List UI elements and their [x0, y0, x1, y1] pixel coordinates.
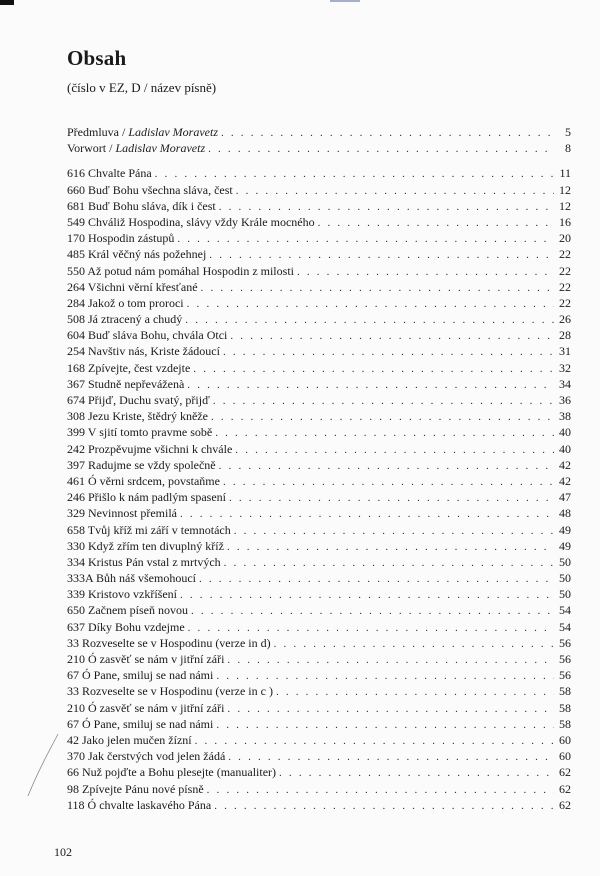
- toc-entry-label: 461 Ó věrni srdcem, povstaňme: [67, 473, 220, 488]
- toc-entry-row: [67, 457, 571, 473]
- toc-entry-label: 330 Když zřím ten divuplný kříž: [67, 538, 224, 553]
- toc-entry-label: 33 Rozveselte se v Hospodinu (verze in c ): [67, 684, 273, 699]
- leader-dots: [209, 247, 554, 263]
- toc-entry-row: [67, 489, 571, 505]
- leader-dots: [230, 328, 554, 344]
- toc-entry-page: 22: [559, 279, 571, 294]
- leader-dots: [235, 442, 554, 458]
- toc-entry-row: [67, 230, 571, 246]
- toc-entry-row: [67, 522, 571, 538]
- toc-entry-row: [67, 683, 571, 699]
- toc-intro-row: [67, 124, 571, 140]
- toc-entry-row: [67, 263, 571, 279]
- toc-entry-row: [67, 716, 571, 732]
- toc-entry-label: 242 Prozpěvujme všichni k chvále: [67, 441, 233, 456]
- leader-dots: [188, 620, 554, 636]
- toc-entry-page: 60: [559, 732, 571, 747]
- leader-dots: [236, 183, 554, 199]
- toc-entry-page: 56: [559, 652, 571, 666]
- toc-entry-page: 26: [559, 312, 571, 327]
- toc-entry-row: [67, 327, 571, 343]
- leader-dots: [318, 215, 554, 231]
- toc-entry-row: [67, 295, 571, 311]
- toc-entry-row: [67, 667, 571, 683]
- leader-dots: [193, 361, 554, 377]
- toc-entry-label: 660 Buď Bohu všechna sláva, čest: [67, 182, 233, 197]
- leader-dots: [219, 199, 554, 215]
- toc-entry-page: 48: [559, 506, 571, 521]
- leader-dots: [155, 166, 554, 182]
- toc-entry-label: 42 Jako jelen mučen žízní: [67, 732, 192, 747]
- toc-entry-label: 284 Jakož o tom proroci: [67, 295, 184, 310]
- toc-entry-label: 67 Ó Pane, smiluj se nad námi: [67, 668, 214, 683]
- toc-entry-page: 38: [559, 409, 571, 424]
- toc-entry-label: 170 Hospodin zástupů: [67, 231, 175, 246]
- toc-entry-page: 11: [559, 166, 571, 181]
- toc-entry-label: 329 Nevinnost přemilá: [67, 506, 177, 521]
- toc-entry-row: [67, 700, 571, 716]
- toc-entry-page: 54: [559, 603, 571, 618]
- toc-entry-label: 550 Až potud nám pomáhal Hospodin z milosti: [67, 263, 294, 278]
- toc-entry-page: 50: [559, 554, 571, 569]
- leader-dots: [276, 684, 554, 700]
- toc-entry-row: [67, 538, 571, 554]
- table-of-contents: [67, 124, 571, 813]
- toc-entry-label: 254 Navštiv nás, Kriste žádoucí: [67, 344, 220, 359]
- toc-entry-page: 56: [559, 668, 571, 683]
- toc-entry-label: 339 Kristovo vzkříšení: [67, 587, 177, 602]
- leader-dots: [224, 555, 554, 571]
- toc-entry-row: [67, 602, 571, 618]
- toc-entry-page: 22: [559, 295, 571, 310]
- toc-entry-label: 33 Rozveselte se v Hospodinu (verze in d): [67, 635, 271, 650]
- scan-top-mark: [330, 0, 360, 2]
- toc-entry-row: [67, 651, 571, 667]
- toc-entry-page: 54: [559, 619, 571, 634]
- section-gap: [67, 156, 571, 165]
- toc-entry-page: 58: [559, 700, 571, 715]
- toc-entry-page: 50: [559, 571, 571, 586]
- toc-entry-label: 308 Jezu Kriste, štědrý kněže: [67, 409, 208, 424]
- toc-entry-page: 40: [559, 425, 571, 440]
- toc-entry-page: 58: [559, 716, 571, 731]
- author-name: Ladislav Moravetz: [128, 125, 218, 139]
- toc-entry-label: 67 Ó Pane, smiluj se nad námi: [67, 716, 214, 731]
- toc-entry-row: [67, 748, 571, 764]
- toc-entry-row: [67, 408, 571, 424]
- toc-entry-row: [67, 635, 571, 651]
- leader-dots: [201, 280, 554, 296]
- toc-entry-page: 8: [565, 141, 571, 156]
- toc-entry-label: Vorwort / Ladislav Moravetz: [67, 141, 206, 156]
- toc-entry-label: 508 Já ztracený a chudý: [67, 312, 183, 327]
- leader-dots: [297, 264, 554, 280]
- leader-dots: [187, 296, 554, 312]
- toc-entry-page: 49: [559, 538, 571, 553]
- toc-entry-page: 22: [559, 263, 571, 278]
- leader-dots: [215, 425, 554, 441]
- toc-entry-row: [67, 473, 571, 489]
- toc-entry-list: [67, 165, 571, 813]
- scan-corner-mark: [0, 0, 14, 5]
- toc-entry-label: 485 Král věčný nás požehnej: [67, 247, 207, 262]
- leader-dots: [213, 393, 554, 409]
- toc-entry-row: [67, 214, 571, 230]
- leader-dots: [211, 409, 554, 425]
- leader-dots: [216, 717, 554, 733]
- leader-dots: [274, 636, 554, 652]
- toc-entry-page: 58: [559, 684, 571, 699]
- leader-dots: [207, 782, 554, 798]
- toc-entry-row: [67, 198, 571, 214]
- toc-intro-row: [67, 140, 571, 156]
- toc-entry-page: 16: [559, 214, 571, 229]
- toc-entry-label: 210 Ó zasvěť se nám v jitřní záři: [67, 652, 225, 666]
- toc-entry-row: [67, 182, 571, 198]
- toc-entry-label: 370 Jak čerstvých vod jelen žádá: [67, 749, 226, 764]
- leader-dots: [227, 652, 554, 668]
- leader-dots: [234, 523, 554, 539]
- leader-dots: [279, 765, 554, 781]
- leader-dots: [223, 344, 554, 360]
- toc-entry-label: 168 Zpívejte, čest vzdejte: [67, 360, 191, 375]
- toc-entry-row: [67, 505, 571, 521]
- toc-entry-page: 49: [559, 522, 571, 537]
- toc-entry-label: 616 Chvalte Pána: [67, 166, 152, 181]
- toc-entry-label: 397 Radujme se vždy společně: [67, 457, 216, 472]
- leader-dots: [191, 603, 554, 619]
- toc-entry-label: 399 V sjití tomto pravme sobě: [67, 425, 213, 440]
- toc-entry-row: [67, 781, 571, 797]
- toc-entry-page: 60: [559, 749, 571, 764]
- leader-dots: [227, 539, 554, 555]
- leader-dots: [180, 587, 554, 603]
- toc-entry-row: [67, 797, 571, 813]
- page-number: 102: [54, 845, 72, 859]
- toc-entry-page: 47: [559, 490, 571, 505]
- toc-entry-page: 62: [559, 797, 571, 812]
- toc-entry-row: [67, 764, 571, 780]
- leader-dots: [223, 474, 554, 490]
- toc-entry-row: [67, 311, 571, 327]
- leader-dots: [229, 490, 554, 506]
- pencil-mark: [22, 730, 62, 800]
- leader-dots: [228, 749, 554, 765]
- toc-entry-row: [67, 360, 571, 376]
- toc-entry-page: 56: [559, 635, 571, 650]
- leader-dots: [187, 377, 554, 393]
- leader-dots: [195, 733, 554, 749]
- toc-entry-label: 118 Ó chvalte laskavého Pána: [67, 797, 212, 812]
- toc-entry-label: 210 Ó zasvěť se nám v jitřní záři: [67, 700, 225, 715]
- toc-entry-page: 32: [559, 360, 571, 375]
- leader-dots: [208, 141, 554, 157]
- toc-entry-label: 334 Kristus Pán vstal z mrtvých: [67, 554, 221, 569]
- toc-entry-page: 50: [559, 587, 571, 602]
- toc-entry-row: [67, 554, 571, 570]
- toc-entry-label: 658 Tvůj kříž mi září v temnotách: [67, 522, 231, 537]
- toc-entry-page: 31: [559, 344, 571, 359]
- author-name: Ladislav Moravetz: [115, 141, 206, 156]
- toc-entry-page: 20: [559, 231, 571, 246]
- page-subtitle: (číslo v EZ, D / název písně): [67, 80, 217, 95]
- toc-entry-label: 549 Chváliž Hospodina, slávy vždy Krále mocného: [67, 214, 315, 229]
- toc-entry-label: 650 Začnem píseň novou: [67, 603, 188, 618]
- toc-entry-label: 367 Studně nepřeváženà: [67, 376, 185, 391]
- leader-dots: [180, 506, 554, 522]
- toc-entry-page: 5: [565, 125, 571, 139]
- toc-entry-label: Předmluva / Ladislav Moravetz: [67, 125, 218, 139]
- leader-dots: [199, 571, 554, 587]
- toc-entry-row: [67, 343, 571, 359]
- toc-entry-page: 36: [559, 393, 571, 407]
- toc-entry-row: [67, 619, 571, 635]
- toc-entry-label: 674 Přijď, Duchu svatý, přijď: [67, 393, 210, 407]
- toc-entry-row: [67, 586, 571, 602]
- toc-entry-row: [67, 732, 571, 748]
- toc-entry-page: 28: [559, 328, 571, 343]
- toc-entry-label: 333A Bůh náš všemohoucí: [67, 571, 196, 586]
- toc-entry-page: 42: [559, 473, 571, 488]
- leader-dots: [185, 312, 554, 328]
- toc-entry-row: [67, 376, 571, 392]
- leader-dots: [216, 668, 554, 684]
- leader-dots: [227, 701, 554, 717]
- toc-entry-page: 12: [559, 198, 571, 213]
- toc-entry-label: 681 Buď Bohu sláva, dík i čest: [67, 198, 216, 213]
- toc-entry-page: 62: [559, 781, 571, 796]
- toc-entry-page: 22: [559, 247, 571, 262]
- toc-entry-row: [67, 246, 571, 262]
- toc-entry-page: 62: [559, 765, 571, 780]
- leader-dots: [219, 458, 554, 474]
- leader-dots: [221, 125, 554, 141]
- toc-entry-label: 98 Zpívejte Pánu nové písně: [67, 781, 204, 796]
- toc-entry-row: [67, 570, 571, 586]
- toc-entry-page: 42: [559, 457, 571, 472]
- toc-entry-page: 34: [559, 376, 571, 391]
- page-title: Obsah: [67, 46, 127, 70]
- toc-entry-page: 40: [559, 441, 571, 456]
- leader-dots: [214, 798, 554, 814]
- toc-entry-label: 637 Díky Bohu vzdejme: [67, 619, 185, 634]
- toc-entry-label: 246 Přišlo k nám padlým spasení: [67, 490, 226, 505]
- toc-entry-row: [67, 441, 571, 457]
- toc-entry-label: 604 Buď sláva Bohu, chvála Otci: [67, 328, 228, 343]
- toc-entry-row: [67, 424, 571, 440]
- toc-entry-row: [67, 392, 571, 408]
- toc-entry-label: 66 Nuž pojďte a Bohu plesejte (manualiter): [67, 765, 277, 780]
- toc-entry-row: [67, 165, 571, 181]
- leader-dots: [177, 231, 554, 247]
- toc-entry-row: [67, 279, 571, 295]
- toc-entry-label: 264 Všichni věrní křesťané: [67, 279, 198, 294]
- toc-entry-page: 12: [559, 182, 571, 197]
